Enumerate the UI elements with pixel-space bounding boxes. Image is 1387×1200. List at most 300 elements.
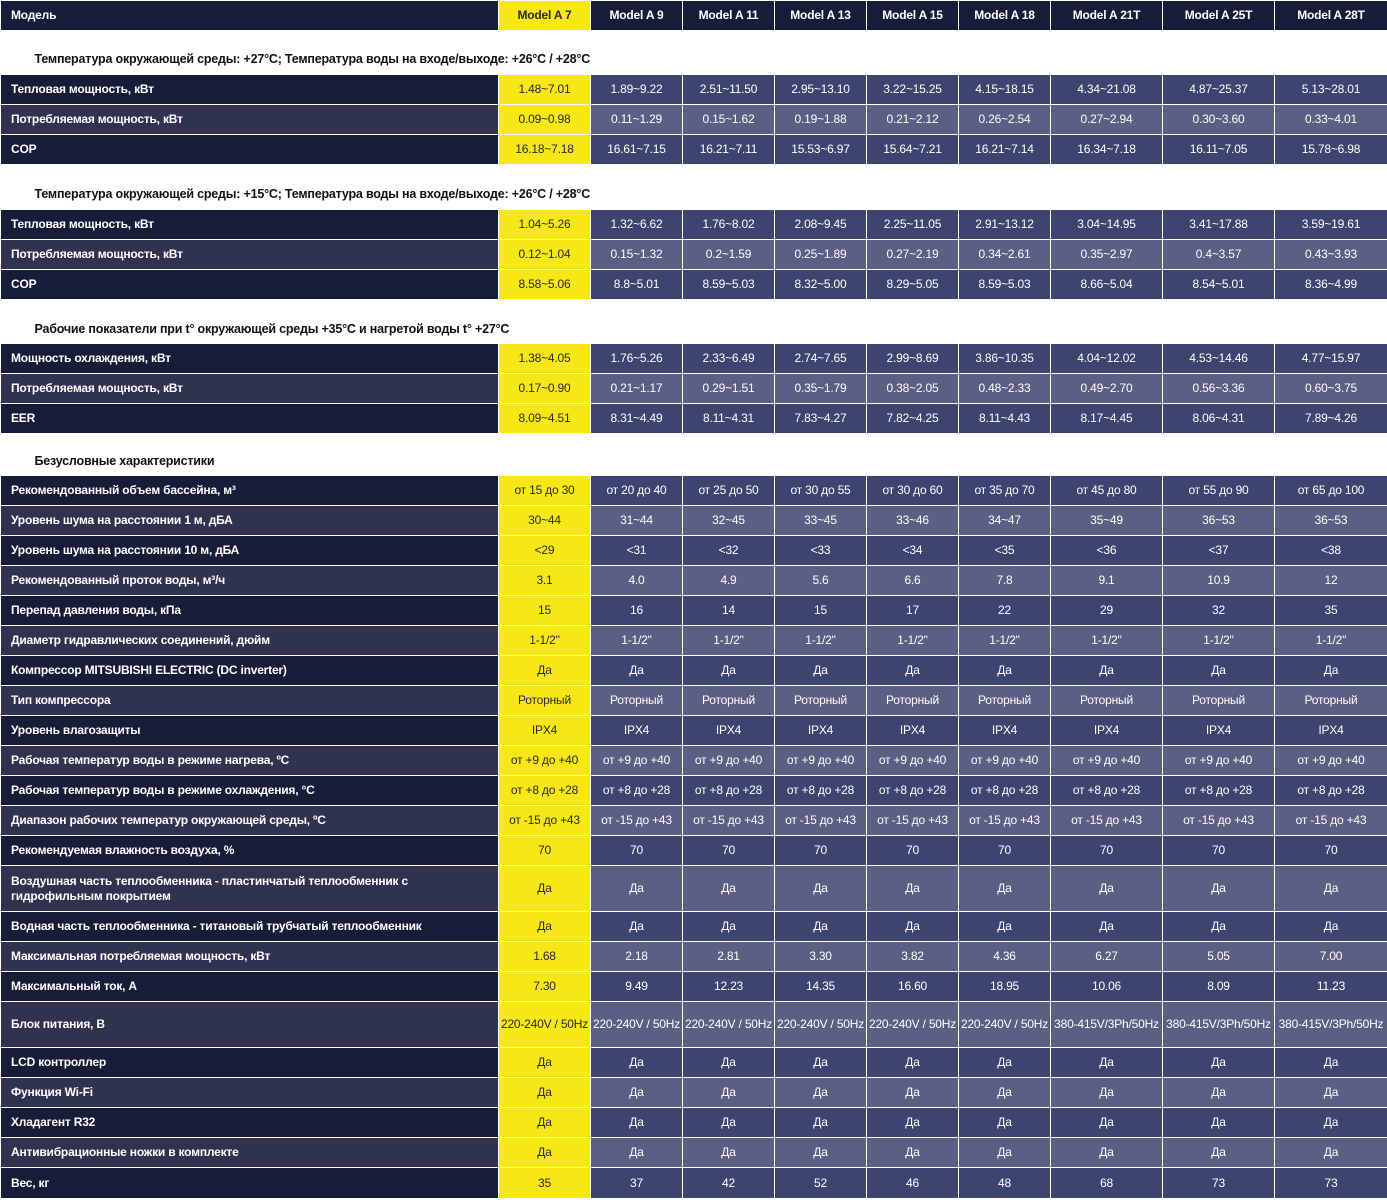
spec-label: Функция Wi-Fi xyxy=(1,1078,499,1108)
spec-value: Роторный xyxy=(867,686,959,716)
spec-value: Да xyxy=(1051,1108,1163,1138)
spec-value: 2.08~9.45 xyxy=(775,210,867,240)
spec-row xyxy=(1,656,1387,686)
spec-value: Да xyxy=(1051,656,1163,686)
spec-value: 33~46 xyxy=(867,506,959,536)
spec-value: от 25 до 50 xyxy=(683,476,775,506)
spec-value: Да xyxy=(1163,912,1275,942)
spec-value: от +8 до +28 xyxy=(867,776,959,806)
spec-value: 2.51~11.50 xyxy=(683,75,775,105)
spec-value: Да xyxy=(683,1048,775,1078)
spec-value: 380-415V/3Ph/50Hz xyxy=(1275,1002,1387,1048)
spec-value: Да xyxy=(1163,1078,1275,1108)
spec-label: Рабочая температур воды в режиме охлаждения, °С xyxy=(1,776,499,806)
spec-label: Диапазон рабочих температур окружающей среды, ºС xyxy=(1,806,499,836)
spec-value: IPX4 xyxy=(867,716,959,746)
spec-value: IPX4 xyxy=(775,716,867,746)
spec-value: Да xyxy=(1051,866,1163,912)
spec-value: 36~53 xyxy=(1163,506,1275,536)
spec-value: от +8 до +28 xyxy=(775,776,867,806)
spec-label: COP xyxy=(1,135,499,165)
spec-value: Да xyxy=(1051,1138,1163,1168)
spec-value: <32 xyxy=(683,536,775,566)
spec-row xyxy=(1,836,1387,866)
spec-value: 33~45 xyxy=(775,506,867,536)
spec-value: 8.59~5.03 xyxy=(683,270,775,300)
spec-value: 4.77~15.97 xyxy=(1275,344,1387,374)
spec-value: 16.60 xyxy=(867,972,959,1002)
spec-value: от +9 до +40 xyxy=(1163,746,1275,776)
spec-value: Да xyxy=(591,1108,683,1138)
spec-value: 15.53~6.97 xyxy=(775,135,867,165)
spec-value: 0.09~0.98 xyxy=(499,105,591,135)
model-header: Model A 13 xyxy=(775,1,867,31)
spec-value: от +9 до +40 xyxy=(959,746,1051,776)
spec-value: от +8 до +28 xyxy=(499,776,591,806)
section-title: Температура окружающей среды: +15°С; Температура воды на входе/выходе: +26°С / +28°С xyxy=(1,179,1387,210)
spec-value: 34~47 xyxy=(959,506,1051,536)
spec-value: 8.31~4.49 xyxy=(591,404,683,434)
spec-value: от +9 до +40 xyxy=(1275,746,1387,776)
section-spacer xyxy=(1,31,1387,45)
spec-label: Перепад давления воды, кПа xyxy=(1,596,499,626)
spec-value: Да xyxy=(775,912,867,942)
spec-value: 15 xyxy=(499,596,591,626)
spec-value: 32 xyxy=(1163,596,1275,626)
spec-value: 0.43~3.93 xyxy=(1275,240,1387,270)
spec-value: Да xyxy=(1275,866,1387,912)
spec-value: <29 xyxy=(499,536,591,566)
spec-value: <36 xyxy=(1051,536,1163,566)
spec-value: 5.13~28.01 xyxy=(1275,75,1387,105)
spec-value: 2.95~13.10 xyxy=(775,75,867,105)
spec-value: 8.09~4.51 xyxy=(499,404,591,434)
spec-value: 8.36~4.99 xyxy=(1275,270,1387,300)
spec-row xyxy=(1,1108,1387,1138)
spec-value: 2.81 xyxy=(683,942,775,972)
spec-value: 1.32~6.62 xyxy=(591,210,683,240)
spec-label: Тепловая мощность, кВт xyxy=(1,210,499,240)
model-header: Model A 9 xyxy=(591,1,683,31)
spec-label: Максимальная потребляемая мощность, кВт xyxy=(1,942,499,972)
spec-value: 1.38~4.05 xyxy=(499,344,591,374)
spec-value: 1.76~8.02 xyxy=(683,210,775,240)
spec-value: Да xyxy=(959,656,1051,686)
section-title-row xyxy=(1,314,1387,344)
spec-value: 68 xyxy=(1051,1168,1163,1199)
spec-value: 8.32~5.00 xyxy=(775,270,867,300)
section-title: Безусловные характеристики xyxy=(1,446,1387,476)
spec-value: 0.38~2.05 xyxy=(867,374,959,404)
spec-value: Да xyxy=(1275,1138,1387,1168)
spec-value: Да xyxy=(499,1138,591,1168)
spec-row xyxy=(1,374,1387,404)
spec-value: 3.30 xyxy=(775,942,867,972)
spec-value: 7.83~4.27 xyxy=(775,404,867,434)
spec-value: от +8 до +28 xyxy=(959,776,1051,806)
spec-value: 1.48~7.01 xyxy=(499,75,591,105)
spec-value: Да xyxy=(959,912,1051,942)
spec-value: Да xyxy=(1163,1138,1275,1168)
spec-row xyxy=(1,476,1387,506)
spec-value: 0.17~0.90 xyxy=(499,374,591,404)
spec-row xyxy=(1,1048,1387,1078)
spec-value: 0.21~2.12 xyxy=(867,105,959,135)
spacer-cell xyxy=(1,31,1387,45)
spec-value: Да xyxy=(775,1078,867,1108)
spacer-cell xyxy=(1,300,1387,315)
spec-row xyxy=(1,1168,1387,1199)
spec-label: Хладагент R32 xyxy=(1,1108,499,1138)
spec-value: от -15 до +43 xyxy=(591,806,683,836)
spec-row xyxy=(1,135,1387,165)
spec-value: Роторный xyxy=(775,686,867,716)
spec-value: 1.89~9.22 xyxy=(591,75,683,105)
spec-value: Да xyxy=(775,1108,867,1138)
spec-value: Да xyxy=(683,1078,775,1108)
spec-value: 35~49 xyxy=(1051,506,1163,536)
spec-row xyxy=(1,506,1387,536)
spec-value: от +9 до +40 xyxy=(775,746,867,776)
spec-value: 2.18 xyxy=(591,942,683,972)
spec-value: 7.00 xyxy=(1275,942,1387,972)
spec-value: 5.6 xyxy=(775,566,867,596)
spec-value: Да xyxy=(683,1138,775,1168)
spec-value: Да xyxy=(959,1138,1051,1168)
spec-row xyxy=(1,566,1387,596)
spec-value: 0.60~3.75 xyxy=(1275,374,1387,404)
spec-label: Потребляемая мощность, кВт xyxy=(1,105,499,135)
spec-value: 8.09 xyxy=(1163,972,1275,1002)
spec-value: Да xyxy=(1051,1048,1163,1078)
spec-value: от +8 до +28 xyxy=(1051,776,1163,806)
spec-value: 10.06 xyxy=(1051,972,1163,1002)
spec-value: от +9 до +40 xyxy=(591,746,683,776)
spec-row xyxy=(1,716,1387,746)
spec-value: <31 xyxy=(591,536,683,566)
spec-label: Рекомендованный объем бассейна, м³ xyxy=(1,476,499,506)
spec-value: 7.89~4.26 xyxy=(1275,404,1387,434)
spec-value: 0.34~2.61 xyxy=(959,240,1051,270)
spec-value: Да xyxy=(775,1138,867,1168)
spec-value: 46 xyxy=(867,1168,959,1199)
spec-value: 70 xyxy=(1163,836,1275,866)
spec-value: 6.27 xyxy=(1051,942,1163,972)
spec-value: Да xyxy=(867,912,959,942)
spec-value: Да xyxy=(959,1048,1051,1078)
spec-value: 1-1/2" xyxy=(591,626,683,656)
spec-value: 7.8 xyxy=(959,566,1051,596)
spec-value: IPX4 xyxy=(499,716,591,746)
spec-value: <37 xyxy=(1163,536,1275,566)
spec-value: Да xyxy=(867,1138,959,1168)
spec-value: 12 xyxy=(1275,566,1387,596)
spec-value: 15.78~6.98 xyxy=(1275,135,1387,165)
spec-value: 1-1/2" xyxy=(959,626,1051,656)
spec-value: Да xyxy=(1275,912,1387,942)
model-header: Model A 28T xyxy=(1275,1,1387,31)
spec-value: 4.0 xyxy=(591,566,683,596)
spec-value: Да xyxy=(775,1048,867,1078)
spec-value: 3.22~15.25 xyxy=(867,75,959,105)
spec-row xyxy=(1,240,1387,270)
spec-label: EER xyxy=(1,404,499,434)
spec-value: 5.05 xyxy=(1163,942,1275,972)
spec-label: Антивибрационные ножки в комплекте xyxy=(1,1138,499,1168)
spec-value: от -15 до +43 xyxy=(683,806,775,836)
spec-row xyxy=(1,1138,1387,1168)
spec-value: 220-240V / 50Hz xyxy=(499,1002,591,1048)
spec-value: 2.74~7.65 xyxy=(775,344,867,374)
spec-value: 70 xyxy=(683,836,775,866)
spec-value: Да xyxy=(1275,656,1387,686)
spec-value: Роторный xyxy=(1275,686,1387,716)
spec-value: 220-240V / 50Hz xyxy=(867,1002,959,1048)
spec-value: Роторный xyxy=(683,686,775,716)
spec-value: Да xyxy=(683,912,775,942)
spec-value: Да xyxy=(591,656,683,686)
spec-value: 70 xyxy=(1051,836,1163,866)
spec-value: 380-415V/3Ph/50Hz xyxy=(1051,1002,1163,1048)
spacer-cell xyxy=(1,165,1387,180)
section-spacer xyxy=(1,300,1387,315)
spec-label: Блок питания, В xyxy=(1,1002,499,1048)
spec-value: 16.21~7.14 xyxy=(959,135,1051,165)
section-spacer xyxy=(1,434,1387,447)
spec-value: 16.34~7.18 xyxy=(1051,135,1163,165)
spec-value: 35 xyxy=(499,1168,591,1199)
spec-value: от -15 до +43 xyxy=(1163,806,1275,836)
model-header: Model A 11 xyxy=(683,1,775,31)
spec-value: 380-415V/3Ph/50Hz xyxy=(1163,1002,1275,1048)
spec-value: Да xyxy=(1051,912,1163,942)
spec-row xyxy=(1,404,1387,434)
spec-value: 8.11~4.43 xyxy=(959,404,1051,434)
spec-value: Да xyxy=(867,1078,959,1108)
spec-value: 35 xyxy=(1275,596,1387,626)
spec-value: 2.99~8.69 xyxy=(867,344,959,374)
spec-value: Да xyxy=(591,1048,683,1078)
section-title: Температура окружающей среды: +27°С; Температура воды на входе/выходе: +26°С / +28°С xyxy=(1,44,1387,75)
spec-value: Да xyxy=(499,912,591,942)
spec-value: IPX4 xyxy=(683,716,775,746)
spec-value: 8.17~4.45 xyxy=(1051,404,1163,434)
spec-value: 70 xyxy=(591,836,683,866)
section-title-row xyxy=(1,44,1387,75)
spec-value: Да xyxy=(867,1048,959,1078)
spec-value: 0.33~4.01 xyxy=(1275,105,1387,135)
spec-value: Да xyxy=(591,866,683,912)
spec-value: 0.26~2.54 xyxy=(959,105,1051,135)
spec-label: Воздушная часть теплообменника - пластинчатый теплообменник с гидрофильным покрытием xyxy=(1,866,499,912)
spec-value: 16.21~7.11 xyxy=(683,135,775,165)
spec-value: IPX4 xyxy=(591,716,683,746)
spec-value: 1.76~5.26 xyxy=(591,344,683,374)
header-model-label: Модель xyxy=(1,1,499,31)
spec-value: Роторный xyxy=(1163,686,1275,716)
spec-value: от -15 до +43 xyxy=(1275,806,1387,836)
spec-label: Рабочая температур воды в режиме нагрева, ºС xyxy=(1,746,499,776)
spec-value: Да xyxy=(591,1078,683,1108)
spec-value: 4.36 xyxy=(959,942,1051,972)
spec-value: IPX4 xyxy=(1163,716,1275,746)
spec-value: от 20 до 40 xyxy=(591,476,683,506)
spec-row xyxy=(1,806,1387,836)
spec-value: 0.29~1.51 xyxy=(683,374,775,404)
spec-value: 15.64~7.21 xyxy=(867,135,959,165)
spec-value: Да xyxy=(1163,866,1275,912)
spec-value: 16.61~7.15 xyxy=(591,135,683,165)
spec-value: 7.30 xyxy=(499,972,591,1002)
spec-value: Да xyxy=(1163,656,1275,686)
spec-label: Уровень шума на расстоянии 1 м, дБА xyxy=(1,506,499,536)
spec-value: Да xyxy=(959,866,1051,912)
spec-value: 9.49 xyxy=(591,972,683,1002)
spec-value: 0.56~3.36 xyxy=(1163,374,1275,404)
spec-value: 12.23 xyxy=(683,972,775,1002)
spec-value: 8.29~5.05 xyxy=(867,270,959,300)
spec-value: Роторный xyxy=(1051,686,1163,716)
spec-value: от 30 до 55 xyxy=(775,476,867,506)
spec-value: 2.91~13.12 xyxy=(959,210,1051,240)
spec-value: Роторный xyxy=(959,686,1051,716)
model-header: Model A 21T xyxy=(1051,1,1163,31)
spec-row xyxy=(1,746,1387,776)
spec-row xyxy=(1,866,1387,912)
spec-value: 3.59~19.61 xyxy=(1275,210,1387,240)
spec-value: 3.1 xyxy=(499,566,591,596)
spec-value: 0.15~1.32 xyxy=(591,240,683,270)
spec-value: Да xyxy=(499,1048,591,1078)
section-title-row xyxy=(1,446,1387,476)
spec-value: Да xyxy=(683,866,775,912)
spec-row xyxy=(1,1078,1387,1108)
spec-value: 73 xyxy=(1163,1168,1275,1199)
spec-value: от 65 до 100 xyxy=(1275,476,1387,506)
spec-row xyxy=(1,105,1387,135)
spec-value: Да xyxy=(959,1108,1051,1138)
spec-value: Да xyxy=(683,656,775,686)
spec-value: 1.04~5.26 xyxy=(499,210,591,240)
spec-value: 3.41~17.88 xyxy=(1163,210,1275,240)
spec-label: Вес, кг xyxy=(1,1168,499,1199)
spec-value: 22 xyxy=(959,596,1051,626)
spec-value: 6.6 xyxy=(867,566,959,596)
spec-value: 70 xyxy=(1275,836,1387,866)
spec-label: Рекомендуемая влажность воздуха, % xyxy=(1,836,499,866)
spec-label: Тепловая мощность, кВт xyxy=(1,75,499,105)
spec-row xyxy=(1,942,1387,972)
spec-value: Да xyxy=(1163,1108,1275,1138)
spec-value: 0.19~1.88 xyxy=(775,105,867,135)
spec-value: 9.1 xyxy=(1051,566,1163,596)
spec-value: <33 xyxy=(775,536,867,566)
spec-value: 0.27~2.94 xyxy=(1051,105,1163,135)
spec-value: от +9 до +40 xyxy=(499,746,591,776)
spec-value: 0.25~1.89 xyxy=(775,240,867,270)
spec-value: от 15 до 30 xyxy=(499,476,591,506)
spec-value: от +8 до +28 xyxy=(591,776,683,806)
spec-value: 8.66~5.04 xyxy=(1051,270,1163,300)
spec-value: от 30 до 60 xyxy=(867,476,959,506)
spec-value: от -15 до +43 xyxy=(1051,806,1163,836)
spec-value: 52 xyxy=(775,1168,867,1199)
spec-value: 48 xyxy=(959,1168,1051,1199)
spec-value: от +9 до +40 xyxy=(683,746,775,776)
spec-value: от 35 до 70 xyxy=(959,476,1051,506)
spec-value: 70 xyxy=(775,836,867,866)
spec-value: Да xyxy=(1275,1048,1387,1078)
spec-label: COP xyxy=(1,270,499,300)
spec-value: 1.68 xyxy=(499,942,591,972)
spec-value: 1-1/2" xyxy=(1051,626,1163,656)
spec-value: 32~45 xyxy=(683,506,775,536)
spec-value: Роторный xyxy=(499,686,591,716)
spec-value: 17 xyxy=(867,596,959,626)
spec-value: 1-1/2" xyxy=(1275,626,1387,656)
spec-row xyxy=(1,344,1387,374)
spec-value: Да xyxy=(591,912,683,942)
spec-row xyxy=(1,536,1387,566)
spec-value: 11.23 xyxy=(1275,972,1387,1002)
spec-label: Потребляемая мощность, кВт xyxy=(1,374,499,404)
spec-value: 4.04~12.02 xyxy=(1051,344,1163,374)
spec-row xyxy=(1,270,1387,300)
spec-value: 220-240V / 50Hz xyxy=(775,1002,867,1048)
spec-value: 1-1/2" xyxy=(1163,626,1275,656)
spec-value: 0.15~1.62 xyxy=(683,105,775,135)
spec-value: 4.53~14.46 xyxy=(1163,344,1275,374)
spec-value: Да xyxy=(867,656,959,686)
spec-value: 73 xyxy=(1275,1168,1387,1199)
spec-value: Да xyxy=(683,1108,775,1138)
spec-value: 8.06~4.31 xyxy=(1163,404,1275,434)
spec-value: от +9 до +40 xyxy=(867,746,959,776)
spec-value: <35 xyxy=(959,536,1051,566)
spec-value: 16.11~7.05 xyxy=(1163,135,1275,165)
spec-row xyxy=(1,626,1387,656)
model-header: Model A 15 xyxy=(867,1,959,31)
spec-value: 4.87~25.37 xyxy=(1163,75,1275,105)
spec-row xyxy=(1,912,1387,942)
spec-value: 0.2~1.59 xyxy=(683,240,775,270)
section-title: Рабочие показатели при t° окружающей среды +35°С и нагретой воды t° +27°С xyxy=(1,314,1387,344)
spec-row xyxy=(1,210,1387,240)
spacer-cell xyxy=(1,434,1387,447)
spec-label: Максимальный ток, А xyxy=(1,972,499,1002)
spec-value: от 55 до 90 xyxy=(1163,476,1275,506)
spec-value: Да xyxy=(499,1108,591,1138)
spec-value: 15 xyxy=(775,596,867,626)
spec-row xyxy=(1,596,1387,626)
spec-value: 37 xyxy=(591,1168,683,1199)
spec-row xyxy=(1,686,1387,716)
spec-label: Тип компрессора xyxy=(1,686,499,716)
spec-value: 70 xyxy=(959,836,1051,866)
spec-value: 3.82 xyxy=(867,942,959,972)
spec-row xyxy=(1,1002,1387,1048)
spec-value: Да xyxy=(499,866,591,912)
spec-value: Да xyxy=(775,656,867,686)
spec-value: IPX4 xyxy=(1275,716,1387,746)
model-header: Model A 7 xyxy=(499,1,591,31)
spec-value: от +8 до +28 xyxy=(1163,776,1275,806)
spec-value: 3.04~14.95 xyxy=(1051,210,1163,240)
spec-value: 220-240V / 50Hz xyxy=(683,1002,775,1048)
section-spacer xyxy=(1,165,1387,180)
spec-value: 4.9 xyxy=(683,566,775,596)
spec-value: 0.49~2.70 xyxy=(1051,374,1163,404)
